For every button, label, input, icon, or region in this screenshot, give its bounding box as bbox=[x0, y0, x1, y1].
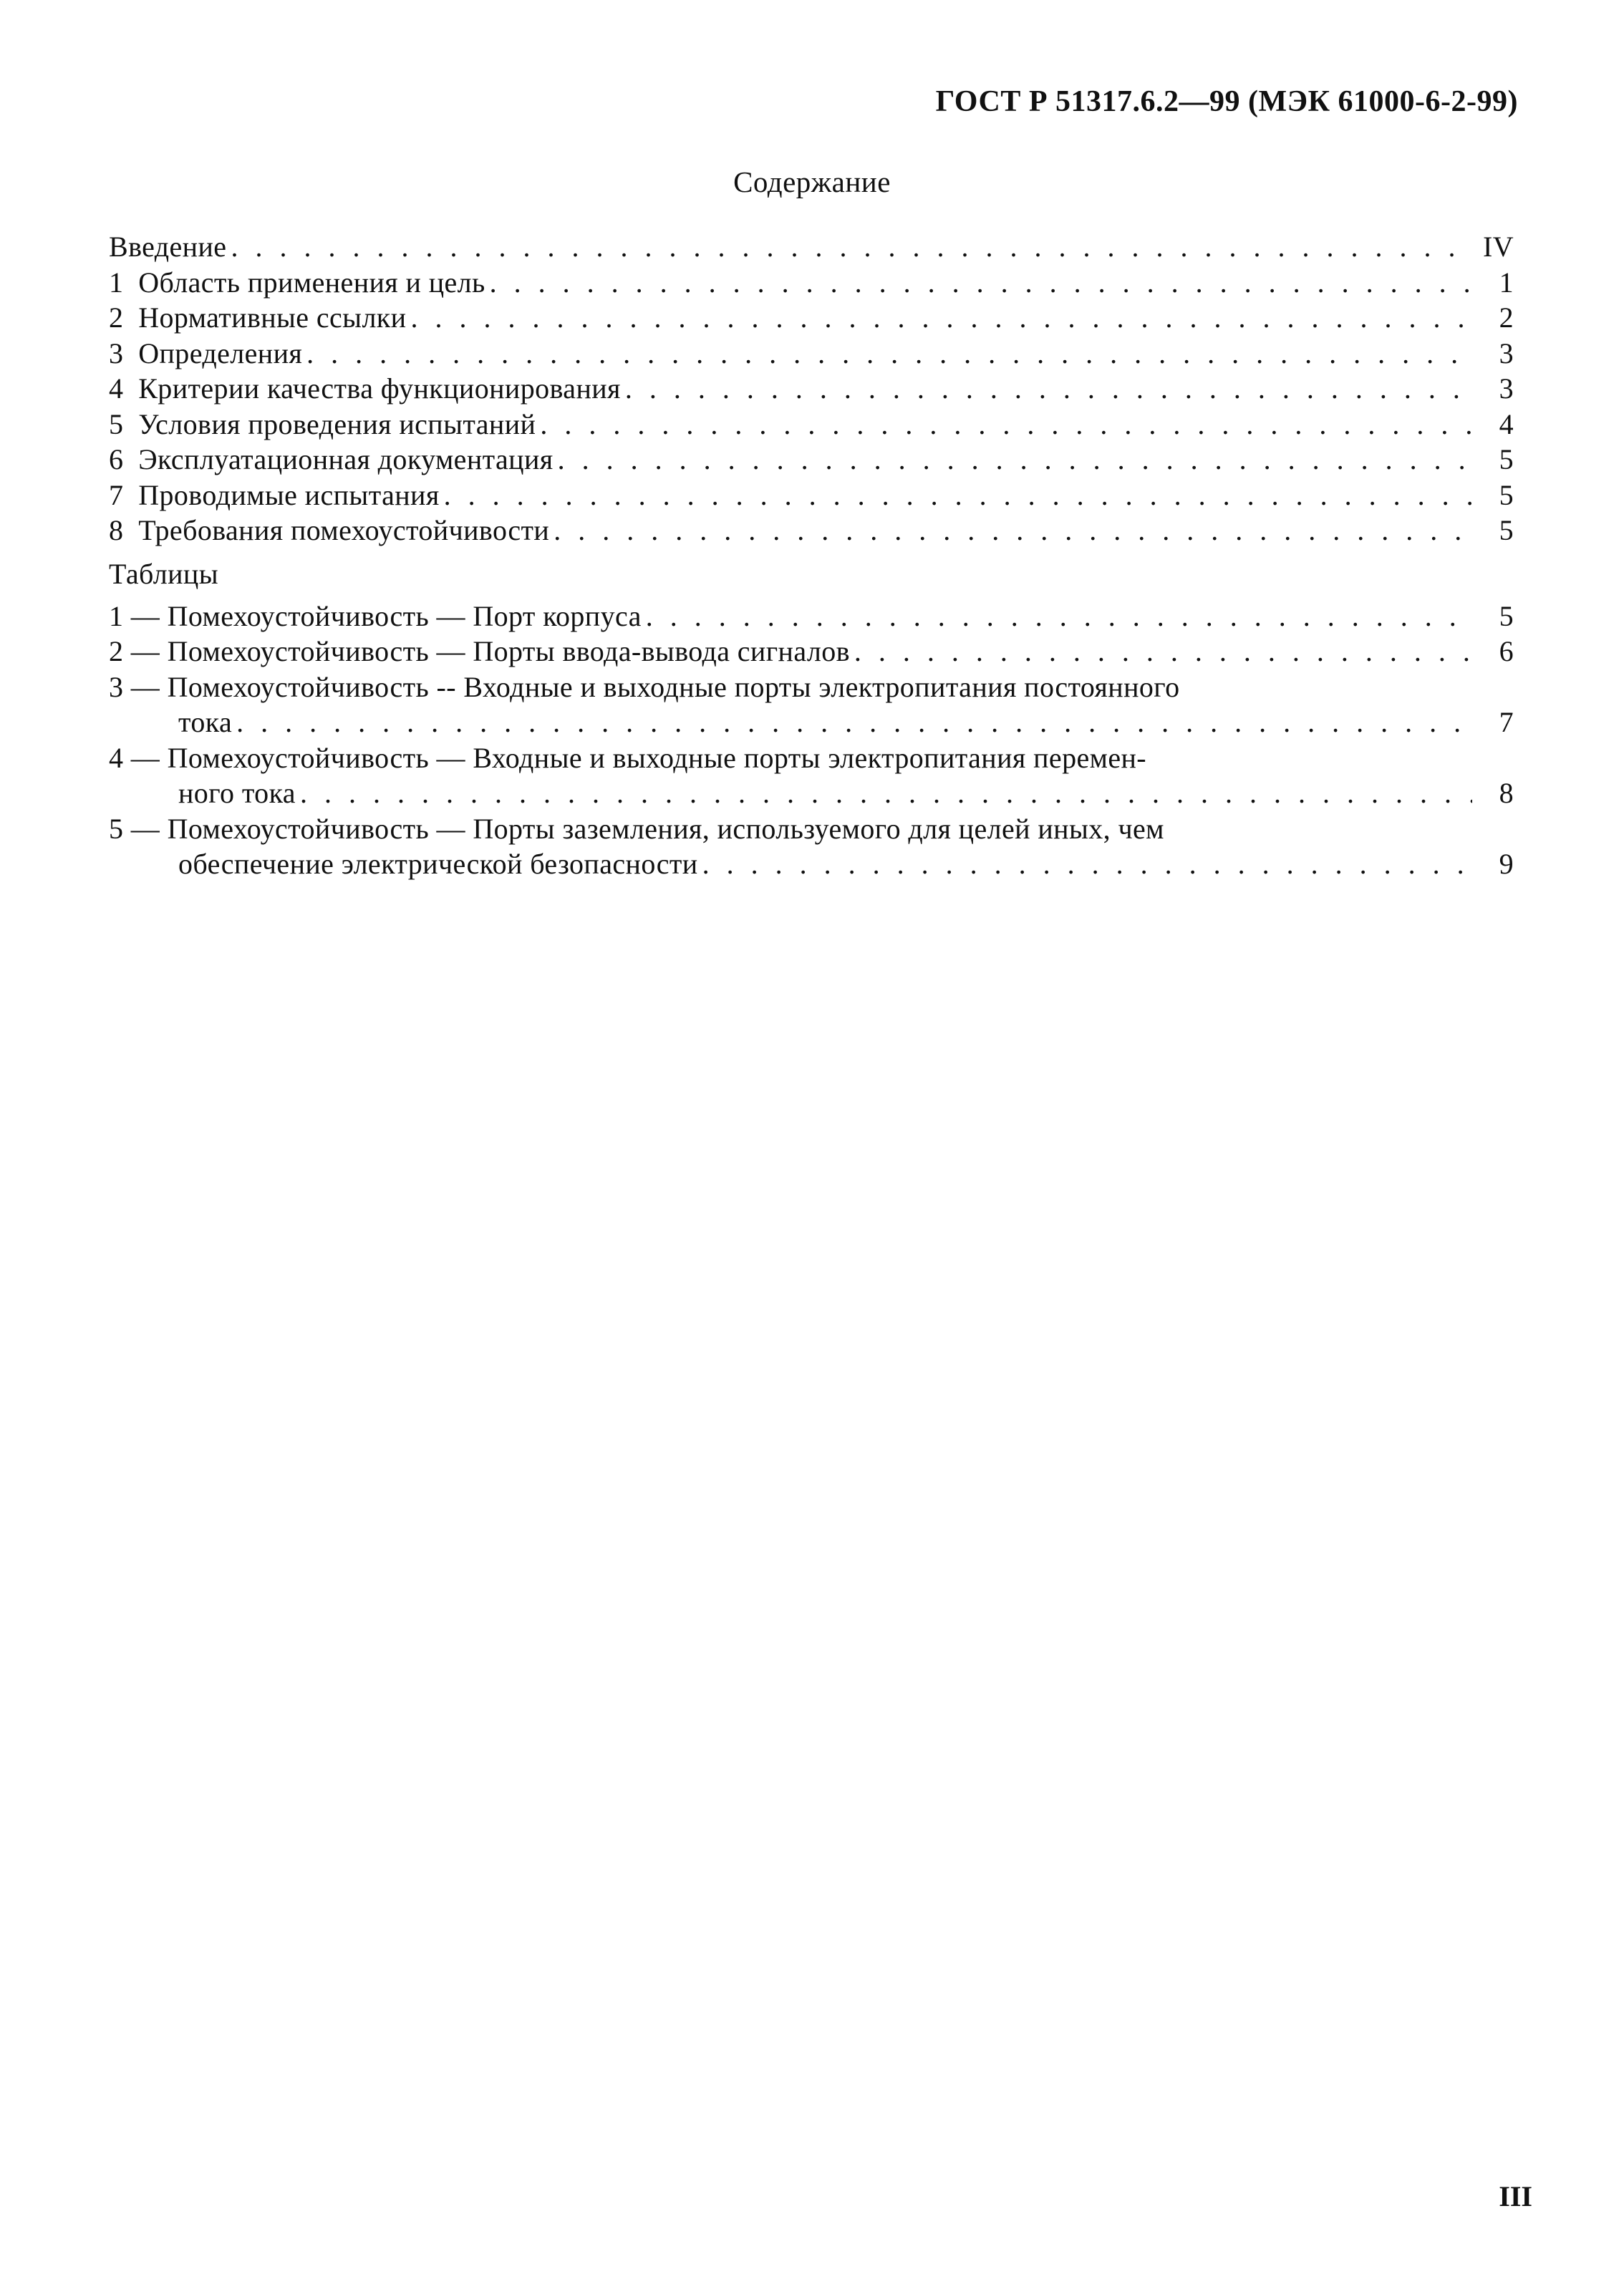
toc-entry[interactable] bbox=[109, 442, 1514, 478]
leader-dots bbox=[854, 634, 1472, 669]
toc-entry-label: Введение bbox=[109, 231, 227, 263]
toc-entry-page: 5 bbox=[1499, 514, 1514, 546]
table-entry-page: 8 bbox=[1499, 777, 1514, 809]
leader-dots bbox=[444, 478, 1472, 513]
toc-entry-number: 2 bbox=[109, 301, 124, 334]
table-entry-title-continued: ного тока bbox=[178, 777, 296, 809]
toc-entry-page: 1 bbox=[1499, 266, 1514, 299]
toc-entry-label: Определения bbox=[138, 337, 303, 369]
toc-entry-label: Требования помехоустойчивости bbox=[138, 514, 550, 546]
leader-dots bbox=[231, 229, 1466, 265]
table-list-entry[interactable] bbox=[109, 740, 1514, 811]
table-list-entry[interactable] bbox=[109, 811, 1514, 882]
table-entry-page: 5 bbox=[1499, 599, 1514, 632]
table-list-entry[interactable] bbox=[109, 599, 1514, 634]
toc-entry-label: Эксплуатационная документация bbox=[138, 443, 554, 475]
toc-entry-number: 5 bbox=[109, 407, 124, 440]
toc-entry-number: 6 bbox=[109, 443, 124, 475]
table-entry-page: 7 bbox=[1499, 706, 1514, 738]
toc-entry-number: 1 bbox=[109, 266, 124, 299]
table-entry-title-continued: тока bbox=[178, 706, 233, 738]
toc-entry-label: Нормативные ссылки bbox=[138, 301, 407, 334]
toc-entry-page: 5 bbox=[1499, 443, 1514, 475]
document-code-header: ГОСТ Р 51317.6.2—99 (МЭК 61000-6-2-99) bbox=[935, 85, 1518, 118]
table-entry-title: Помехоустойчивость — Порты ввода-вывода сигналов bbox=[167, 635, 850, 667]
table-of-contents bbox=[109, 229, 1514, 882]
toc-entry[interactable] bbox=[109, 478, 1514, 513]
toc-entry[interactable] bbox=[109, 371, 1514, 407]
toc-entry[interactable] bbox=[109, 513, 1514, 548]
toc-entry[interactable] bbox=[109, 407, 1514, 442]
table-entry-number: 4 — bbox=[109, 741, 160, 774]
toc-entry[interactable] bbox=[109, 300, 1514, 336]
table-entry-number: 5 — bbox=[109, 812, 160, 845]
leader-dots bbox=[490, 265, 1472, 301]
leader-dots bbox=[554, 513, 1472, 548]
table-entry-title: Помехоустойчивость -- Входные и выходные порты электропитания постоянного bbox=[167, 670, 1180, 703]
toc-entry-page: 2 bbox=[1499, 301, 1514, 334]
leader-dots bbox=[702, 846, 1472, 882]
toc-entry-page: IV bbox=[1482, 231, 1514, 263]
table-entry-title-continued: обеспечение электрической безопасности bbox=[178, 848, 698, 880]
table-list-entry[interactable] bbox=[109, 634, 1514, 669]
toc-entry-number: 4 bbox=[109, 372, 124, 405]
table-entry-number: 2 — bbox=[109, 635, 160, 667]
toc-entry-page: 5 bbox=[1499, 478, 1514, 511]
toc-entry-number: 7 bbox=[109, 478, 124, 511]
leader-dots bbox=[306, 336, 1472, 372]
page-number: III bbox=[1499, 2180, 1532, 2212]
table-entry-number: 1 — bbox=[109, 599, 160, 632]
table-entry-page: 6 bbox=[1499, 635, 1514, 667]
table-entry-title: Помехоустойчивость — Порты заземления, используемого для целей иных, чем bbox=[167, 812, 1164, 845]
table-entry-number: 3 — bbox=[109, 670, 160, 703]
leader-dots bbox=[558, 442, 1472, 478]
toc-entry[interactable] bbox=[109, 336, 1514, 372]
leader-dots bbox=[540, 407, 1472, 442]
toc-entry-introduction[interactable] bbox=[109, 229, 1514, 265]
leader-dots bbox=[625, 371, 1472, 407]
leader-dots bbox=[410, 300, 1472, 336]
table-entry-page: 9 bbox=[1499, 848, 1514, 880]
leader-dots bbox=[646, 599, 1472, 634]
table-entry-title: Помехоустойчивость — Порт корпуса bbox=[167, 599, 642, 632]
table-entry-title: Помехоустойчивость — Входные и выходные порты электропитания перемен- bbox=[167, 741, 1147, 774]
toc-entry-page: 3 bbox=[1499, 337, 1514, 369]
toc-entry-label: Критерии качества функционирования bbox=[138, 372, 621, 405]
table-list-entry[interactable] bbox=[109, 669, 1514, 740]
page-title: Содержание bbox=[733, 165, 891, 198]
leader-dots bbox=[236, 705, 1472, 740]
toc-entry-number: 3 bbox=[109, 337, 124, 369]
toc-entry-label: Условия проведения испытаний bbox=[138, 407, 536, 440]
toc-entry-number: 8 bbox=[109, 514, 124, 546]
leader-dots bbox=[300, 775, 1472, 811]
tables-section-heading: Таблицы bbox=[109, 557, 218, 590]
toc-entry-label: Проводимые испытания bbox=[138, 478, 440, 511]
toc-entry-page: 3 bbox=[1499, 372, 1514, 405]
toc-entry-label: Область применения и цель bbox=[138, 266, 485, 299]
toc-entry[interactable] bbox=[109, 265, 1514, 301]
toc-entry-page: 4 bbox=[1499, 407, 1514, 440]
